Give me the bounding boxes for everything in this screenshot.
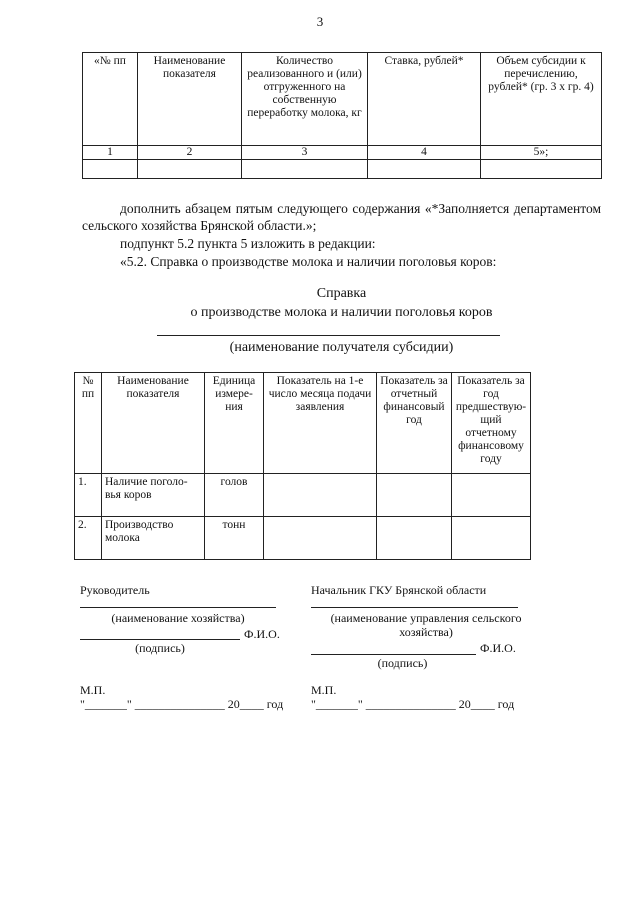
- left-stamp-label: М.П.: [80, 683, 106, 697]
- t2-empty-cell: [377, 474, 452, 517]
- form-subtitle: о производстве молока и наличии поголовья коров: [190, 305, 493, 320]
- t2-header-previous-year: Показатель за год предшествую-щий отчетному финансовому году: [452, 373, 531, 474]
- t1-col-number: 2: [138, 146, 242, 160]
- t2-row-num: 1.: [75, 474, 102, 517]
- left-fio-line: [80, 639, 240, 640]
- t1-empty-cell: [138, 160, 242, 179]
- left-org-line: [80, 607, 276, 608]
- t2-empty-cell: [264, 517, 377, 560]
- t1-header-volume: Объем субсидии к перечислению, рублей* (гр. 3 х гр. 4): [481, 53, 602, 146]
- right-sign-caption: (подпись): [377, 656, 428, 670]
- t1-empty-cell: [242, 160, 368, 179]
- t1-empty-cell: [368, 160, 481, 179]
- table-row: [75, 474, 531, 517]
- paragraph-form-intro: «5.2. Справка о производстве молока и наличии поголовья коров:: [120, 254, 497, 269]
- left-org-caption: (наименование хозяйства): [111, 611, 245, 625]
- table-row: [75, 517, 531, 560]
- form-title: Справка: [316, 286, 367, 301]
- t2-empty-cell: [377, 517, 452, 560]
- t1-header-rate: Ставка, рублей*: [368, 53, 481, 146]
- t2-row-num: 2.: [75, 517, 102, 560]
- t1-empty-cell: [83, 160, 138, 179]
- left-sign-caption: (подпись): [135, 641, 185, 655]
- t2-empty-cell: [452, 517, 531, 560]
- right-org-line: [311, 607, 518, 608]
- recipient-caption: (наименование получателя субсидии): [229, 340, 454, 355]
- right-signer-role: Начальник ГКУ Брянской области: [311, 583, 487, 597]
- right-fio-line: [311, 654, 476, 655]
- left-fio-label: Ф.И.О.: [244, 627, 280, 641]
- t1-col-number: 1: [83, 146, 138, 160]
- t2-header-unit: Единица измере-ния: [205, 373, 264, 474]
- right-stamp-label: М.П.: [311, 683, 337, 697]
- paragraph-subpoint: подпункт 5.2 пункта 5 изложить в редакции:: [120, 236, 376, 251]
- left-signer-role: Руководитель: [80, 583, 150, 597]
- subsidy-table: [82, 52, 602, 179]
- paragraph-addition: дополнить абзацем пятым следующего содержания «*Заполняется департаментом сельского хозяйства Брянской области.»;: [82, 201, 601, 233]
- t1-col-number: 5»;: [481, 146, 602, 160]
- t2-header-current: Показатель на 1-е число месяца подачи заявления: [264, 373, 377, 474]
- t2-row-unit: голов: [205, 474, 264, 517]
- t1-header-quantity: Количество реализованного и (или) отгруженного на собственную переработку молока, кг: [242, 53, 368, 146]
- right-date-line: "_______" _______________ 20____ год: [311, 697, 515, 711]
- t2-row-name: Наличие поголо-вья коров: [102, 474, 205, 517]
- t2-header-num: № пп: [75, 373, 102, 474]
- t1-header-num: «№ пп: [83, 53, 138, 146]
- page-number: 3: [316, 14, 324, 29]
- left-date-line: "_______" _______________ 20____ год: [80, 697, 284, 711]
- t1-col-number: 3: [242, 146, 368, 160]
- t2-header-name: Наименование показателя: [102, 373, 205, 474]
- recipient-name-line: [157, 335, 500, 336]
- milk-production-table: [74, 372, 531, 560]
- t2-header-reporting-year: Показатель за отчетный финансовый год: [377, 373, 452, 474]
- t2-row-name: Производство молока: [102, 517, 205, 560]
- t1-col-number: 4: [368, 146, 481, 160]
- t1-empty-cell: [481, 160, 602, 179]
- t2-empty-cell: [452, 474, 531, 517]
- t2-empty-cell: [264, 474, 377, 517]
- t2-row-unit: тонн: [205, 517, 264, 560]
- right-fio-label: Ф.И.О.: [480, 641, 516, 655]
- t1-header-name: Наименование показателя: [138, 53, 242, 146]
- right-org-caption: (наименование управления сельского хозяйства): [330, 611, 522, 639]
